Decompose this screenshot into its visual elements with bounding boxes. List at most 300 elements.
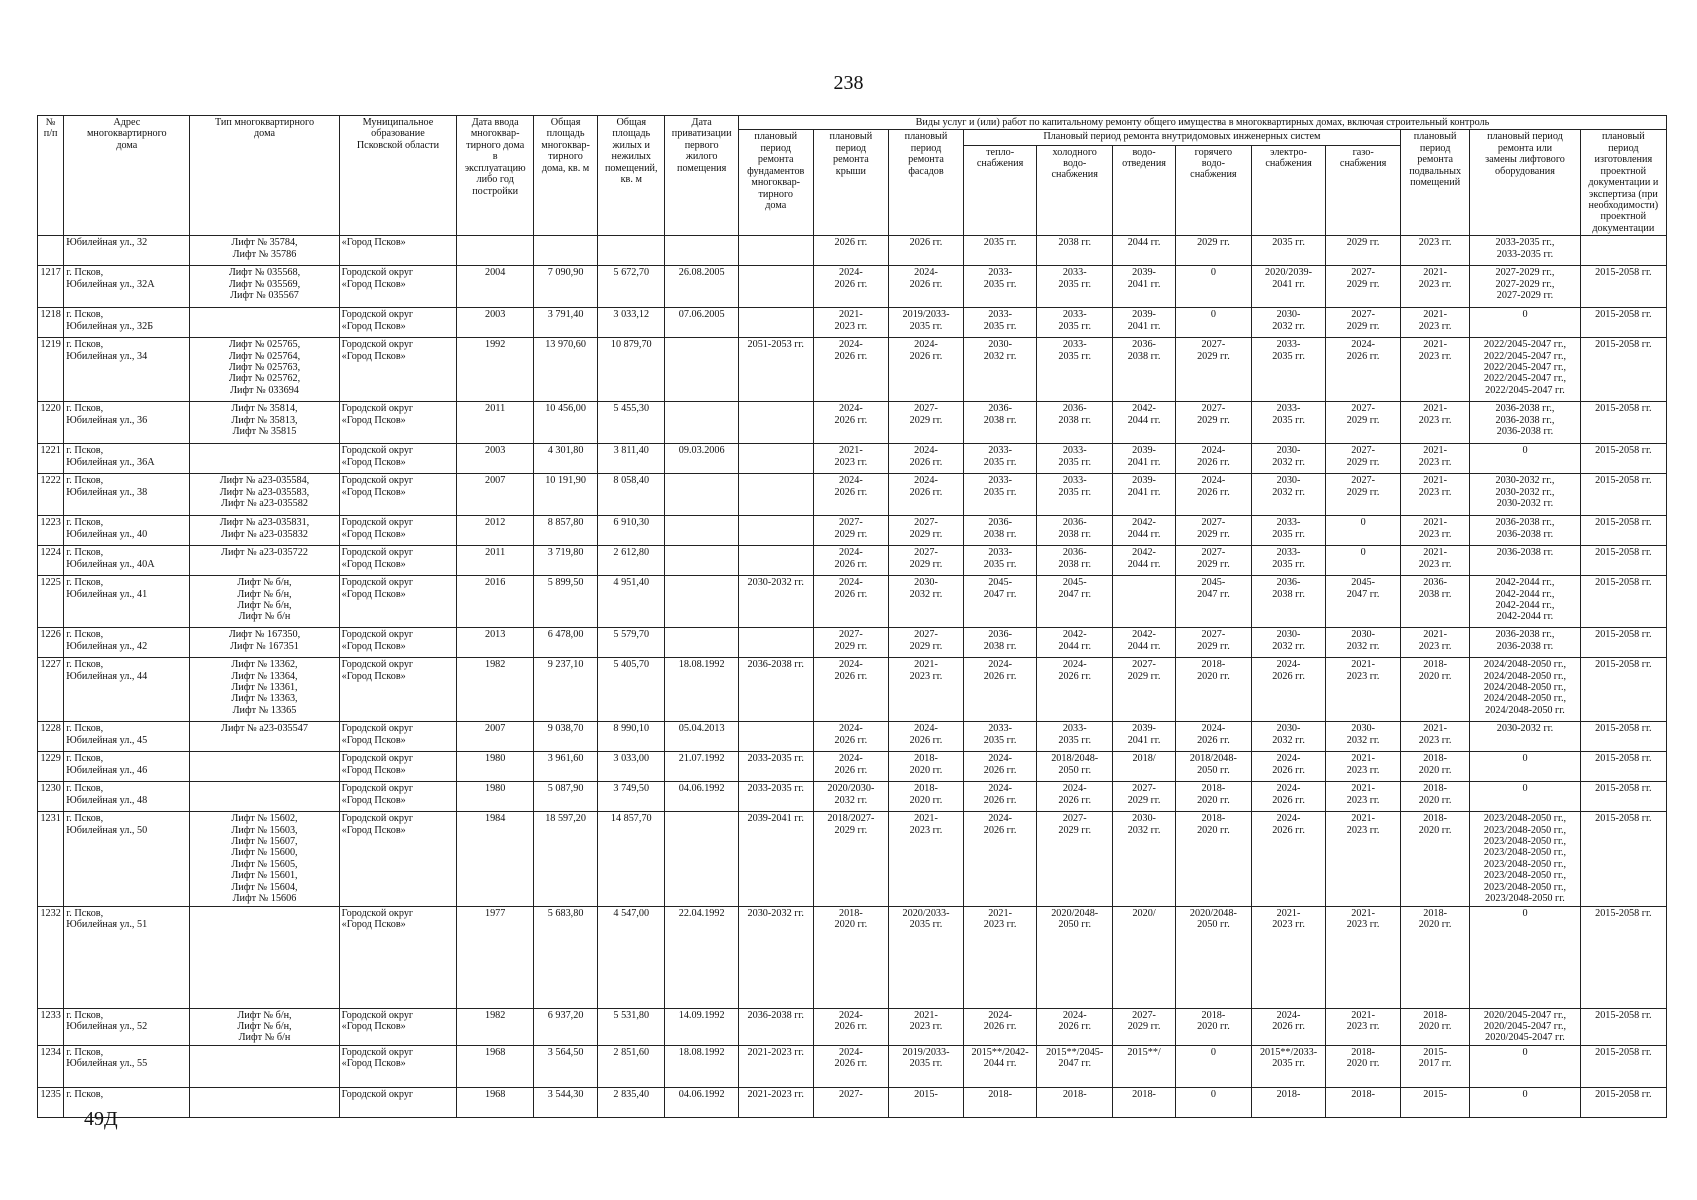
cell-date: 1982 xyxy=(457,1008,534,1045)
cell-cold-water: 2027- 2029 гг. xyxy=(1037,812,1113,906)
cell-cold-water: 2033- 2035 гг. xyxy=(1037,266,1113,308)
cell-drainage: 2039- 2041 гг. xyxy=(1113,266,1176,308)
cell-num xyxy=(38,236,64,266)
table-row xyxy=(38,1008,1667,1045)
cell-basement: 2021- 2023 гг. xyxy=(1400,402,1469,444)
cell-heat: 2045- 2047 гг. xyxy=(963,576,1037,628)
cell-date: 2007 xyxy=(457,474,534,516)
cell-type: Лифт № б/н, Лифт № б/н, Лифт № б/н xyxy=(190,1008,339,1045)
cell-total-area: 8 857,80 xyxy=(534,516,598,546)
cell-basement: 2018- 2020 гг. xyxy=(1400,812,1469,906)
table-row xyxy=(38,628,1667,658)
cell-facade: 2024- 2026 гг. xyxy=(889,338,964,402)
cell-foundation: 2051-2053 гг. xyxy=(738,338,813,402)
cell-hot-water: 2018- 2020 гг. xyxy=(1176,782,1252,812)
cell-total-area: 9 237,10 xyxy=(534,658,598,722)
cell-hot-water: 2018- 2020 гг. xyxy=(1176,658,1252,722)
cell-lift: 2036-2038 гг., 2036-2038 гг. xyxy=(1470,628,1580,658)
cell-cold-water: 2024- 2026 гг. xyxy=(1037,658,1113,722)
cell-type: Лифт № 35784, Лифт № 35786 xyxy=(190,236,339,266)
cell-basement: 2018- 2020 гг. xyxy=(1400,1008,1469,1045)
cell-num: 1234 xyxy=(38,1045,64,1087)
cell-address: г. Псков, Юбилейная ул., 41 xyxy=(64,576,190,628)
cell-heat: 2030- 2032 гг. xyxy=(963,338,1037,402)
cell-basement: 2015- xyxy=(1400,1087,1469,1117)
cell-hot-water: 2018- 2020 гг. xyxy=(1176,1008,1252,1045)
cell-foundation xyxy=(738,722,813,752)
cell-facade: 2021- 2023 гг. xyxy=(889,812,964,906)
cell-living-area: 4 547,00 xyxy=(598,906,665,1008)
cell-facade: 2030- 2032 гг. xyxy=(889,576,964,628)
cell-municipality: Городской округ «Город Псков» xyxy=(339,752,457,782)
cell-type xyxy=(190,782,339,812)
header-roof: плановый период ремонта крыши xyxy=(813,130,889,236)
cell-hot-water: 2029 гг. xyxy=(1176,236,1252,266)
cell-design: 2015-2058 гг. xyxy=(1580,1087,1666,1117)
cell-date: 2016 xyxy=(457,576,534,628)
cell-electric: 2030- 2032 гг. xyxy=(1251,474,1326,516)
cell-municipality: Городской округ «Город Псков» xyxy=(339,516,457,546)
table-row xyxy=(38,266,1667,308)
header-systems-group: Плановый период ремонта внутридомовых инженерных систем xyxy=(963,130,1400,145)
cell-basement: 2021- 2023 гг. xyxy=(1400,338,1469,402)
cell-basement: 2021- 2023 гг. xyxy=(1400,546,1469,576)
cell-gas: 0 xyxy=(1326,516,1401,546)
cell-living-area: 5 579,70 xyxy=(598,628,665,658)
cell-address: г. Псков, Юбилейная ул., 52 xyxy=(64,1008,190,1045)
cell-electric: 2030- 2032 гг. xyxy=(1251,308,1326,338)
cell-cold-water: 2024- 2026 гг. xyxy=(1037,1008,1113,1045)
cell-lift: 0 xyxy=(1470,1087,1580,1117)
cell-date: 2013 xyxy=(457,628,534,658)
cell-electric: 2024- 2026 гг. xyxy=(1251,658,1326,722)
cell-address: г. Псков, Юбилейная ул., 55 xyxy=(64,1045,190,1087)
cell-privatization xyxy=(665,516,739,546)
cell-foundation: 2039-2041 гг. xyxy=(738,812,813,906)
cell-foundation: 2030-2032 гг. xyxy=(738,906,813,1008)
cell-gas: 2021- 2023 гг. xyxy=(1326,1008,1401,1045)
cell-address: Юбилейная ул., 32 xyxy=(64,236,190,266)
cell-address: г. Псков, Юбилейная ул., 40А xyxy=(64,546,190,576)
cell-facade: 2026 гг. xyxy=(889,236,964,266)
header-electric: электро- снабжения xyxy=(1251,145,1326,236)
cell-total-area: 6 478,00 xyxy=(534,628,598,658)
cell-electric: 2033- 2035 гг. xyxy=(1251,516,1326,546)
cell-living-area: 5 672,70 xyxy=(598,266,665,308)
cell-municipality: Городской округ «Город Псков» xyxy=(339,1008,457,1045)
cell-living-area: 3 033,12 xyxy=(598,308,665,338)
cell-type xyxy=(190,1045,339,1087)
cell-total-area: 3 791,40 xyxy=(534,308,598,338)
cell-electric: 2036- 2038 гг. xyxy=(1251,576,1326,628)
cell-gas: 2029 гг. xyxy=(1326,236,1401,266)
cell-basement: 2021- 2023 гг. xyxy=(1400,628,1469,658)
cell-facade: 2024- 2026 гг. xyxy=(889,474,964,516)
cell-living-area: 2 835,40 xyxy=(598,1087,665,1117)
cell-cold-water: 2045- 2047 гг. xyxy=(1037,576,1113,628)
header-facade: плановый период ремонта фасадов xyxy=(889,130,964,236)
table-row xyxy=(38,576,1667,628)
cell-facade: 2019/2033- 2035 гг. xyxy=(889,1045,964,1087)
cell-living-area: 10 879,70 xyxy=(598,338,665,402)
cell-living-area xyxy=(598,236,665,266)
cell-drainage: 2027- 2029 гг. xyxy=(1113,782,1176,812)
cell-facade: 2018- 2020 гг. xyxy=(889,782,964,812)
header-privatization-date: Дата приватизации первого жилого помещения xyxy=(665,116,739,236)
cell-hot-water: 2024- 2026 гг. xyxy=(1176,722,1252,752)
cell-gas: 2018- xyxy=(1326,1087,1401,1117)
cell-heat: 2036- 2038 гг. xyxy=(963,628,1037,658)
footer-code: 49Д xyxy=(84,1108,118,1130)
cell-basement: 2018- 2020 гг. xyxy=(1400,658,1469,722)
cell-drainage: 2027- 2029 гг. xyxy=(1113,1008,1176,1045)
cell-hot-water: 2020/2048- 2050 гг. xyxy=(1176,906,1252,1008)
cell-foundation xyxy=(738,308,813,338)
cell-municipality: Городской округ «Город Псков» xyxy=(339,1045,457,1087)
cell-num: 1217 xyxy=(38,266,64,308)
cell-design: 2015-2058 гг. xyxy=(1580,516,1666,546)
cell-living-area: 5 531,80 xyxy=(598,1008,665,1045)
cell-address: г. Псков, xyxy=(64,1087,190,1117)
header-living-area: Общая площадь жилых и нежилых помещений, кв. м xyxy=(598,116,665,236)
header-lift: плановый период ремонта или замены лифтового оборудования xyxy=(1470,130,1580,236)
cell-num: 1222 xyxy=(38,474,64,516)
cell-foundation xyxy=(738,444,813,474)
cell-electric: 2030- 2032 гг. xyxy=(1251,628,1326,658)
cell-design: 2015-2058 гг. xyxy=(1580,546,1666,576)
cell-type: Лифт № б/н, Лифт № б/н, Лифт № б/н, Лифт № б/н xyxy=(190,576,339,628)
cell-facade: 2021- 2023 гг. xyxy=(889,1008,964,1045)
cell-date: 2007 xyxy=(457,722,534,752)
cell-municipality: Городской округ «Город Псков» xyxy=(339,402,457,444)
cell-living-area: 14 857,70 xyxy=(598,812,665,906)
cell-address: г. Псков, Юбилейная ул., 38 xyxy=(64,474,190,516)
table-body xyxy=(38,236,1667,1118)
cell-total-area: 3 544,30 xyxy=(534,1087,598,1117)
cell-lift: 0 xyxy=(1470,444,1580,474)
cell-privatization: 22.04.1992 xyxy=(665,906,739,1008)
cell-gas: 2027- 2029 гг. xyxy=(1326,444,1401,474)
cell-roof: 2027- 2029 гг. xyxy=(813,628,889,658)
cell-total-area: 7 090,90 xyxy=(534,266,598,308)
cell-heat: 2018- xyxy=(963,1087,1037,1117)
cell-electric: 2015**/2033- 2035 гг. xyxy=(1251,1045,1326,1087)
cell-address: г. Псков, Юбилейная ул., 32Б xyxy=(64,308,190,338)
cell-date: 2011 xyxy=(457,546,534,576)
cell-address: г. Псков, Юбилейная ул., 32А xyxy=(64,266,190,308)
cell-hot-water: 0 xyxy=(1176,1087,1252,1117)
cell-address: г. Псков, Юбилейная ул., 50 xyxy=(64,812,190,906)
cell-municipality: Городской округ «Город Псков» xyxy=(339,444,457,474)
cell-gas: 2021- 2023 гг. xyxy=(1326,812,1401,906)
cell-design: 2015-2058 гг. xyxy=(1580,658,1666,722)
cell-heat: 2035 гг. xyxy=(963,236,1037,266)
cell-facade: 2024- 2026 гг. xyxy=(889,266,964,308)
table-row xyxy=(38,402,1667,444)
cell-living-area: 4 951,40 xyxy=(598,576,665,628)
table-row xyxy=(38,474,1667,516)
cell-address: г. Псков, Юбилейная ул., 42 xyxy=(64,628,190,658)
cell-privatization xyxy=(665,628,739,658)
cell-lift: 0 xyxy=(1470,906,1580,1008)
cell-heat: 2024- 2026 гг. xyxy=(963,1008,1037,1045)
cell-total-area xyxy=(534,236,598,266)
cell-facade: 2027- 2029 гг. xyxy=(889,402,964,444)
cell-foundation xyxy=(738,474,813,516)
cell-privatization xyxy=(665,576,739,628)
cell-roof: 2021- 2023 гг. xyxy=(813,308,889,338)
cell-foundation xyxy=(738,266,813,308)
cell-drainage: 2018- xyxy=(1113,1087,1176,1117)
cell-cold-water: 2033- 2035 гг. xyxy=(1037,444,1113,474)
cell-address: г. Псков, Юбилейная ул., 48 xyxy=(64,782,190,812)
cell-hot-water: 2027- 2029 гг. xyxy=(1176,516,1252,546)
cell-gas: 2045- 2047 гг. xyxy=(1326,576,1401,628)
cell-cold-water: 2033- 2035 гг. xyxy=(1037,722,1113,752)
cell-gas: 2027- 2029 гг. xyxy=(1326,308,1401,338)
cell-date: 2012 xyxy=(457,516,534,546)
cell-date: 1968 xyxy=(457,1045,534,1087)
cell-roof: 2024- 2026 гг. xyxy=(813,1045,889,1087)
cell-foundation xyxy=(738,516,813,546)
cell-electric: 2033- 2035 гг. xyxy=(1251,338,1326,402)
cell-heat: 2033- 2035 гг. xyxy=(963,722,1037,752)
cell-living-area: 3 811,40 xyxy=(598,444,665,474)
cell-gas: 2021- 2023 гг. xyxy=(1326,906,1401,1008)
header-type: Тип многоквартирного дома xyxy=(190,116,339,236)
cell-living-area: 8 058,40 xyxy=(598,474,665,516)
cell-hot-water: 2027- 2029 гг. xyxy=(1176,338,1252,402)
cell-num: 1220 xyxy=(38,402,64,444)
cell-facade: 2027- 2029 гг. xyxy=(889,628,964,658)
table-row xyxy=(38,516,1667,546)
cell-privatization xyxy=(665,236,739,266)
cell-electric: 2021- 2023 гг. xyxy=(1251,906,1326,1008)
cell-roof: 2024- 2026 гг. xyxy=(813,474,889,516)
cell-drainage: 2027- 2029 гг. xyxy=(1113,658,1176,722)
cell-gas: 2021- 2023 гг. xyxy=(1326,752,1401,782)
cell-design: 2015-2058 гг. xyxy=(1580,812,1666,906)
cell-municipality: Городской округ «Город Псков» xyxy=(339,546,457,576)
cell-heat: 2036- 2038 гг. xyxy=(963,516,1037,546)
cell-drainage: 2042- 2044 гг. xyxy=(1113,628,1176,658)
cell-address: г. Псков, Юбилейная ул., 36А xyxy=(64,444,190,474)
cell-foundation xyxy=(738,402,813,444)
cell-type: Лифт № 35814, Лифт № 35813, Лифт № 35815 xyxy=(190,402,339,444)
cell-municipality: Городской округ «Город Псков» xyxy=(339,628,457,658)
cell-privatization: 05.04.2013 xyxy=(665,722,739,752)
cell-facade: 2024- 2026 гг. xyxy=(889,722,964,752)
cell-gas: 2021- 2023 гг. xyxy=(1326,658,1401,722)
cell-cold-water: 2020/2048- 2050 гг. xyxy=(1037,906,1113,1008)
cell-roof: 2018/2027- 2029 гг. xyxy=(813,812,889,906)
cell-num: 1232 xyxy=(38,906,64,1008)
cell-heat: 2024- 2026 гг. xyxy=(963,782,1037,812)
cell-num: 1219 xyxy=(38,338,64,402)
cell-basement: 2036- 2038 гг. xyxy=(1400,576,1469,628)
cell-gas: 0 xyxy=(1326,546,1401,576)
cell-privatization: 14.09.1992 xyxy=(665,1008,739,1045)
cell-heat: 2024- 2026 гг. xyxy=(963,658,1037,722)
cell-living-area: 5 455,30 xyxy=(598,402,665,444)
cell-living-area: 2 612,80 xyxy=(598,546,665,576)
cell-date: 1984 xyxy=(457,812,534,906)
cell-heat: 2015**/2042- 2044 гг. xyxy=(963,1045,1037,1087)
table-row xyxy=(38,1087,1667,1117)
cell-gas: 2027- 2029 гг. xyxy=(1326,266,1401,308)
cell-municipality: Городской округ «Город Псков» xyxy=(339,266,457,308)
header-municipality: Муниципальное образование Псковской области xyxy=(339,116,457,236)
cell-privatization: 18.08.1992 xyxy=(665,1045,739,1087)
cell-drainage: 2039- 2041 гг. xyxy=(1113,308,1176,338)
cell-basement: 2018- 2020 гг. xyxy=(1400,752,1469,782)
cell-hot-water: 2018/2048- 2050 гг. xyxy=(1176,752,1252,782)
cell-date: 2004 xyxy=(457,266,534,308)
cell-basement: 2023 гг. xyxy=(1400,236,1469,266)
cell-type: Лифт № 035568, Лифт № 035569, Лифт № 035567 xyxy=(190,266,339,308)
cell-hot-water: 0 xyxy=(1176,266,1252,308)
cell-total-area: 13 970,60 xyxy=(534,338,598,402)
cell-living-area: 2 851,60 xyxy=(598,1045,665,1087)
cell-cold-water: 2033- 2035 гг. xyxy=(1037,338,1113,402)
header-address: Адрес многоквартирного дома xyxy=(64,116,190,236)
cell-heat: 2033- 2035 гг. xyxy=(963,266,1037,308)
cell-total-area: 6 937,20 xyxy=(534,1008,598,1045)
cell-roof: 2027- 2029 гг. xyxy=(813,516,889,546)
cell-type: Лифт № а23-035722 xyxy=(190,546,339,576)
table-row xyxy=(38,752,1667,782)
cell-roof: 2024- 2026 гг. xyxy=(813,722,889,752)
cell-date xyxy=(457,236,534,266)
header-heat: тепло- снабжения xyxy=(963,145,1037,236)
cell-electric: 2018- xyxy=(1251,1087,1326,1117)
cell-lift: 0 xyxy=(1470,308,1580,338)
cell-foundation: 2036-2038 гг. xyxy=(738,658,813,722)
cell-type: Лифт № а23-035547 xyxy=(190,722,339,752)
cell-living-area: 3 033,00 xyxy=(598,752,665,782)
cell-drainage: 2039- 2041 гг. xyxy=(1113,444,1176,474)
cell-basement: 2021- 2023 гг. xyxy=(1400,516,1469,546)
cell-num: 1230 xyxy=(38,782,64,812)
cell-lift: 0 xyxy=(1470,1045,1580,1087)
cell-basement: 2015- 2017 гг. xyxy=(1400,1045,1469,1087)
cell-electric: 2024- 2026 гг. xyxy=(1251,782,1326,812)
cell-municipality: Городской округ «Город Псков» xyxy=(339,658,457,722)
cell-heat: 2036- 2038 гг. xyxy=(963,402,1037,444)
cell-roof: 2027- xyxy=(813,1087,889,1117)
header-drainage: водо- отведения xyxy=(1113,145,1176,236)
cell-electric: 2020/2039- 2041 гг. xyxy=(1251,266,1326,308)
cell-privatization: 04.06.1992 xyxy=(665,782,739,812)
cell-hot-water: 2027- 2029 гг. xyxy=(1176,402,1252,444)
cell-lift: 2022/2045-2047 гг., 2022/2045-2047 гг., 2022/2045-2047 гг., 2022/2045-2047 гг., 2022/2045-2047 гг. xyxy=(1470,338,1580,402)
page-number: 238 xyxy=(833,72,864,94)
cell-roof: 2024- 2026 гг. xyxy=(813,576,889,628)
cell-design: 2015-2058 гг. xyxy=(1580,576,1666,628)
cell-gas: 2021- 2023 гг. xyxy=(1326,782,1401,812)
header-hot-water: горячего водо- снабжения xyxy=(1176,145,1252,236)
table-row xyxy=(38,308,1667,338)
cell-privatization xyxy=(665,812,739,906)
cell-drainage: 2042- 2044 гг. xyxy=(1113,546,1176,576)
cell-basement: 2021- 2023 гг. xyxy=(1400,266,1469,308)
cell-electric: 2030- 2032 гг. xyxy=(1251,722,1326,752)
cell-lift: 2023/2048-2050 гг., 2023/2048-2050 гг., 2023/2048-2050 гг., 2023/2048-2050 гг., 2023/2048-2050 гг., 2023/2048-2050 гг., 2023/2048-2050 гг., 2023/2048-2050 гг. xyxy=(1470,812,1580,906)
cell-electric: 2024- 2026 гг. xyxy=(1251,1008,1326,1045)
cell-heat: 2024- 2026 гг. xyxy=(963,752,1037,782)
cell-gas: 2030- 2032 гг. xyxy=(1326,628,1401,658)
header-basement: плановый период ремонта подвальных помещений xyxy=(1400,130,1469,236)
cell-lift: 2036-2038 гг., 2036-2038 гг., 2036-2038 гг. xyxy=(1470,402,1580,444)
cell-electric: 2024- 2026 гг. xyxy=(1251,812,1326,906)
cell-privatization: 26.08.2005 xyxy=(665,266,739,308)
cell-num: 1231 xyxy=(38,812,64,906)
cell-address: г. Псков, Юбилейная ул., 46 xyxy=(64,752,190,782)
cell-type xyxy=(190,906,339,1008)
cell-lift: 2036-2038 гг., 2036-2038 гг. xyxy=(1470,516,1580,546)
cell-address: г. Псков, Юбилейная ул., 51 xyxy=(64,906,190,1008)
cell-privatization: 07.06.2005 xyxy=(665,308,739,338)
cell-roof: 2020/2030- 2032 гг. xyxy=(813,782,889,812)
cell-date: 2011 xyxy=(457,402,534,444)
cell-date: 2003 xyxy=(457,308,534,338)
cell-privatization: 18.08.1992 xyxy=(665,658,739,722)
cell-total-area: 3 564,50 xyxy=(534,1045,598,1087)
cell-cold-water: 2042- 2044 гг. xyxy=(1037,628,1113,658)
cell-basement: 2021- 2023 гг. xyxy=(1400,308,1469,338)
cell-roof: 2024- 2026 гг. xyxy=(813,338,889,402)
cell-num: 1218 xyxy=(38,308,64,338)
cell-design: 2015-2058 гг. xyxy=(1580,782,1666,812)
cell-date: 2003 xyxy=(457,444,534,474)
cell-design: 2015-2058 гг. xyxy=(1580,338,1666,402)
cell-date: 1992 xyxy=(457,338,534,402)
cell-privatization xyxy=(665,546,739,576)
cell-lift: 2020/2045-2047 гг., 2020/2045-2047 гг., 2020/2045-2047 гг. xyxy=(1470,1008,1580,1045)
cell-municipality: Городской округ «Город Псков» xyxy=(339,474,457,516)
cell-design: 2015-2058 гг. xyxy=(1580,1008,1666,1045)
cell-privatization: 09.03.2006 xyxy=(665,444,739,474)
cell-design: 2015-2058 гг. xyxy=(1580,1045,1666,1087)
cell-municipality: Городской округ «Город Псков» xyxy=(339,308,457,338)
cell-hot-water: 2027- 2029 гг. xyxy=(1176,628,1252,658)
cell-electric: 2030- 2032 гг. xyxy=(1251,444,1326,474)
cell-facade: 2021- 2023 гг. xyxy=(889,658,964,722)
header-num: № п/п xyxy=(38,116,64,236)
cell-design: 2015-2058 гг. xyxy=(1580,752,1666,782)
cell-roof: 2024- 2026 гг. xyxy=(813,1008,889,1045)
cell-design xyxy=(1580,236,1666,266)
cell-living-area: 6 910,30 xyxy=(598,516,665,546)
cell-living-area: 3 749,50 xyxy=(598,782,665,812)
cell-cold-water: 2036- 2038 гг. xyxy=(1037,516,1113,546)
cell-num: 1229 xyxy=(38,752,64,782)
cell-living-area: 8 990,10 xyxy=(598,722,665,752)
cell-address: г. Псков, Юбилейная ул., 34 xyxy=(64,338,190,402)
header-total-area: Общая площадь многоквар- тирного дома, кв. м xyxy=(534,116,598,236)
header-works-group: Виды услуг и (или) работ по капитальному ремонту общего имущества в многоквартирных домах, включая строительный контроль xyxy=(738,116,1666,130)
cell-gas: 2018- 2020 гг. xyxy=(1326,1045,1401,1087)
cell-date: 1980 xyxy=(457,752,534,782)
cell-municipality: Городской округ «Город Псков» xyxy=(339,338,457,402)
cell-address: г. Псков, Юбилейная ул., 40 xyxy=(64,516,190,546)
cell-drainage: 2042- 2044 гг. xyxy=(1113,402,1176,444)
cell-hot-water: 2024- 2026 гг. xyxy=(1176,444,1252,474)
cell-privatization xyxy=(665,402,739,444)
cell-basement: 2021- 2023 гг. xyxy=(1400,444,1469,474)
cell-total-area: 3 961,60 xyxy=(534,752,598,782)
cell-num: 1226 xyxy=(38,628,64,658)
